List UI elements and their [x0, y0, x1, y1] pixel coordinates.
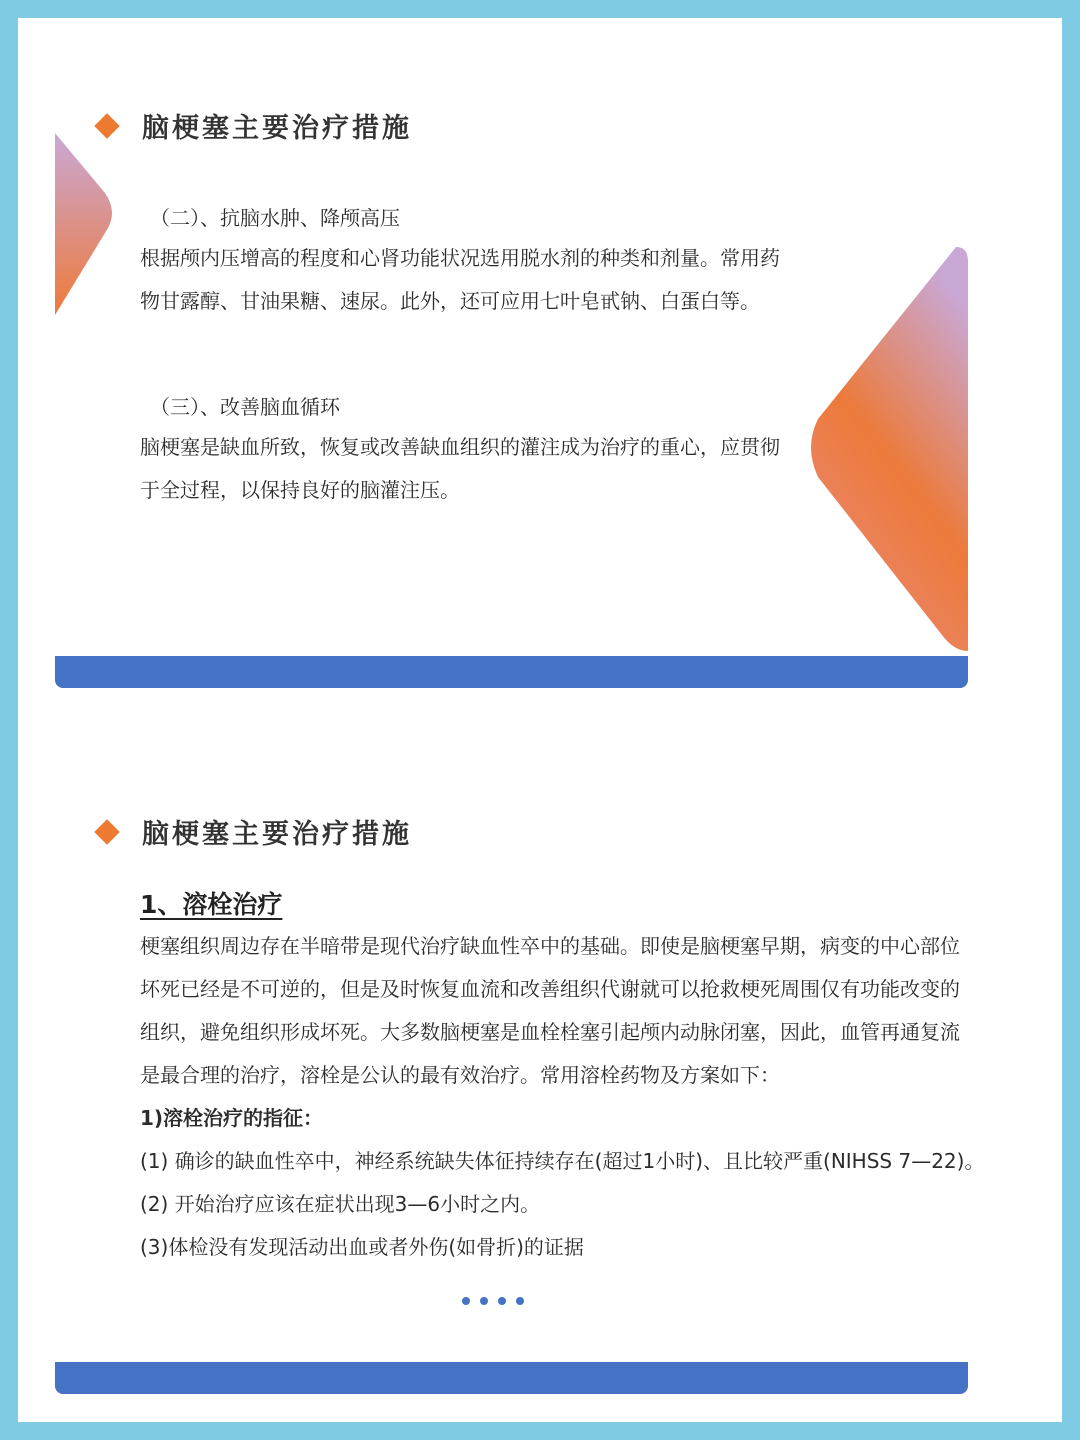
paragraph-line: 于全过程，以保持良好的脑灌注压。 [140, 478, 460, 502]
diamond-icon [94, 113, 119, 138]
decor-shape-left [55, 133, 119, 315]
section-title: 脑梗塞主要治疗措施 [142, 113, 412, 144]
footer-bar [55, 1362, 968, 1394]
treatment-block-2 [140, 199, 780, 323]
section-title: 脑梗塞主要治疗措施 [142, 819, 412, 850]
paragraph-line: 根据颅内压增高的程度和心肾功能状况选用脱水剂的种类和剂量。常用药 [140, 246, 780, 270]
treatment-block-3 [140, 388, 780, 512]
paragraph-line: 是最合理的治疗，溶栓是公认的最有效治疗。常用溶栓药物及方案如下： [140, 1063, 780, 1087]
panel-bottom [18, 724, 1062, 1414]
subsection-heading: （三）、改善脑血循环 [150, 395, 340, 419]
page-canvas [18, 18, 1062, 1422]
indication-title: 1)溶栓治疗的指征： [140, 1106, 324, 1130]
diamond-icon [94, 819, 119, 844]
section-header [98, 106, 412, 145]
paragraph-line: 脑梗塞是缺血所致，恢复或改善缺血组织的灌注成为治疗的重心，应贯彻 [140, 435, 780, 459]
paragraph-line: 坏死已经是不可逆的，但是及时恢复血流和改善组织代谢就可以抢救梗死周围仅有功能改变的 [140, 977, 960, 1001]
paragraph-line: 组织，避免组织形成坏死。大多数脑梗塞是血栓栓塞引起颅内动脉闭塞，因此，血管再通复流 [140, 1020, 960, 1044]
numbered-heading: 1、溶栓治疗 [140, 890, 283, 919]
paragraph-line: 梗塞组织周边存在半暗带是现代治疗缺血性卒中的基础。即使是脑梗塞早期，病变的中心部位 [140, 934, 960, 958]
decor-shape-right [804, 247, 970, 651]
dot [498, 1297, 506, 1305]
footer-bar [55, 656, 968, 688]
panel-top [18, 18, 1062, 708]
paragraph-line: 物甘露醇、甘油果糖、速尿。此外，还可应用七叶皂甙钠、白蛋白等。 [140, 289, 760, 313]
indication-item: (2) 开始治疗应该在症状出现3—6小时之内。 [140, 1192, 541, 1216]
section-header [98, 812, 412, 851]
indication-item: (1) 确诊的缺血性卒中，神经系统缺失体征持续存在(超过1小时)、且比较严重(NIHSS 7—22)。 [140, 1149, 985, 1173]
indication-item: (3)体检没有发现活动出血或者外伤(如骨折)的证据 [140, 1235, 584, 1259]
thrombolysis-block [140, 885, 984, 1269]
dot [516, 1297, 524, 1305]
subsection-heading: （二）、抗脑水肿、降颅高压 [150, 206, 400, 230]
dots-icon [462, 1297, 524, 1305]
dot [480, 1297, 488, 1305]
dot [462, 1297, 470, 1305]
